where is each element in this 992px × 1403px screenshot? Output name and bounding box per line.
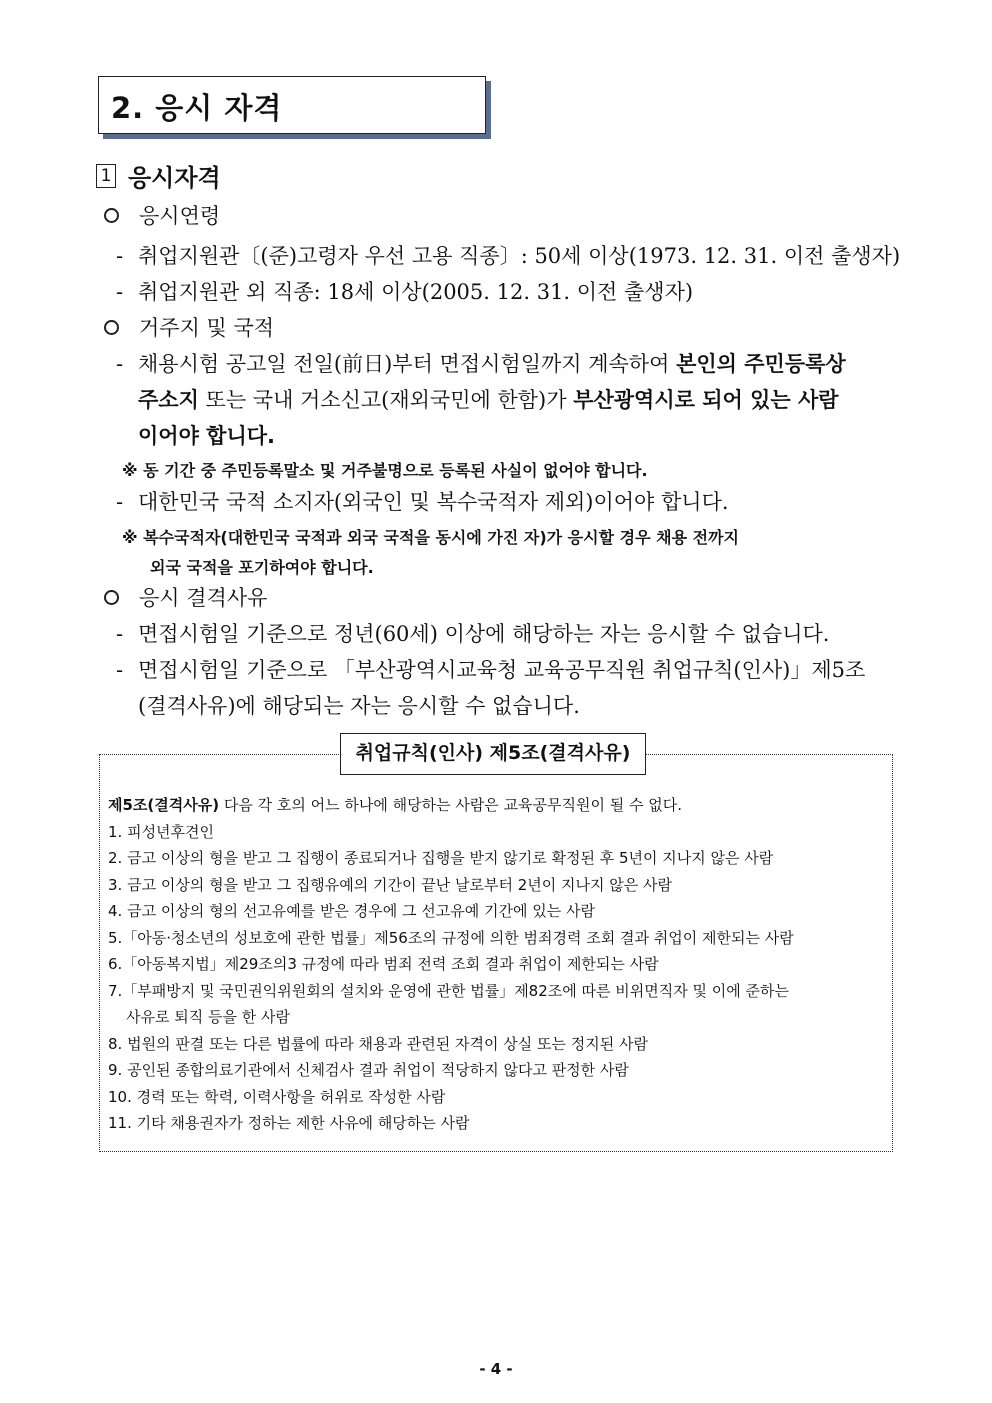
residence-line-2: - 대한민국 국적 소지자(외국인 및 복수국적자 제외)이어야 합니다.	[116, 490, 729, 514]
disqualify-title: 응시 결격사유	[139, 586, 268, 610]
residence-heading	[104, 312, 274, 342]
rule-item-cont: 사유로 퇴직 등을 한 사람	[126, 1008, 290, 1026]
rule-item: 9. 공인된 종합의료기관에서 신체검사 결과 취업이 적당하지 않다고 판정한 사람	[108, 1061, 629, 1079]
circle-bullet-icon	[104, 320, 119, 335]
age-title: 응시연령	[139, 204, 221, 228]
disqualify-line-1: - 면접시험일 기준으로 정년(60세) 이상에 해당하는 자는 응시할 수 없습니다.	[116, 622, 830, 646]
residence-text-f: 이어야 합니다.	[138, 424, 276, 448]
circle-bullet-icon	[104, 208, 119, 223]
disqualify-line-2-cont: (결격사유)에 해당되는 자는 응시할 수 없습니다.	[138, 694, 580, 718]
rule-intro-bold: 제5조(결격사유)	[108, 796, 220, 814]
residence-line-1-cont	[138, 384, 839, 414]
residence-text-c: 주소지	[138, 388, 199, 412]
rule-item: 11. 기타 채용권자가 정하는 제한 사유에 해당하는 사람	[108, 1114, 470, 1132]
rule-item: 7.「부패방지 및 국민권익위원회의 설치와 운영에 관한 법률」제82조에 따른 비위면직자 및 이에 준하는	[108, 982, 789, 1000]
rule-item: 10. 경력 또는 학력, 이력사항을 허위로 작성한 사람	[108, 1088, 446, 1106]
page-number: - 4 -	[479, 1360, 513, 1378]
rule-box-label: 취업규칙(인사) 제5조(결격사유)	[340, 733, 646, 775]
residence-text-b: 본인의 주민등록상	[676, 352, 846, 376]
section-title-box	[98, 76, 486, 134]
residence-title: 거주지 및 국적	[139, 316, 275, 340]
disqualify-heading	[104, 582, 267, 612]
age-line-1: - 취업지원관〔(준)고령자 우선 고용 직종〕: 50세 이상(1973. 12. 31. 이전 출생자)	[116, 244, 901, 268]
residence-note-1: ※ 동 기간 중 주민등록말소 및 거주불명으로 등록된 사실이 없어야 합니다.	[122, 461, 648, 480]
residence-text-e: 부산광역시로 되어 있는 사람	[573, 388, 839, 412]
residence-line-1-end	[138, 420, 275, 450]
rule-item: 3. 금고 이상의 형을 받고 그 집행유예의 기간이 끝난 날로부터 2년이 지나지 않은 사람	[108, 876, 673, 894]
rule-intro	[108, 794, 682, 815]
disqualify-line-2: - 면접시험일 기준으로 「부산광역시교육청 교육공무직원 취업규칙(인사)」제5조	[116, 658, 866, 682]
age-line-2: - 취업지원관 외 직종: 18세 이상(2005. 12. 31. 이전 출생자)	[116, 280, 694, 304]
section-number: 1	[96, 164, 116, 188]
rule-item: 6.「아동복지법」제29조의3 규정에 따라 범죄 전력 조회 결과 취업이 제한되는 사람	[108, 955, 659, 973]
residence-note-2: ※ 복수국적자(대한민국 국적과 외국 국적을 동시에 가진 자)가 응시할 경우 채용 전까지	[122, 528, 739, 547]
age-heading	[104, 200, 220, 230]
rule-item: 2. 금고 이상의 형을 받고 그 집행이 종료되거나 집행을 받지 않기로 확정된 후 5년이 지나지 않은 사람	[108, 849, 774, 867]
age-line-2-text: 취업지원관 외 직종: 18세 이상(2005. 12. 31. 이전 출생자)	[138, 280, 694, 304]
age-line-1-text: 취업지원관〔(준)고령자 우선 고용 직종〕: 50세 이상(1973. 12. 31. 이전 출생자)	[138, 244, 901, 268]
rule-item: 4. 금고 이상의 형의 선고유예를 받은 경우에 그 선고유예 기간에 있는 사람	[108, 902, 595, 920]
section-header	[96, 158, 221, 193]
residence-text-a: 채용시험 공고일 전일(前日)부터 면접시험일까지 계속하여	[138, 352, 677, 376]
disqualify-line-2-text: 면접시험일 기준으로 「부산광역시교육청 교육공무직원 취업규칙(인사)」제5조	[138, 658, 866, 682]
residence-line-2-text: 대한민국 국적 소지자(외국인 및 복수국적자 제외)이어야 합니다.	[138, 490, 729, 514]
residence-line-1: - 채용시험 공고일 전일(前日)부터 면접시험일까지 계속하여 본인의 주민등록상	[116, 352, 846, 376]
residence-text-d: 또는 국내 거소신고(재외국민에 한함)가	[198, 388, 574, 412]
page-title: 2. 응시 자격	[111, 91, 283, 125]
rule-item: 8. 법원의 판결 또는 다른 법률에 따라 채용과 관련된 자격이 상실 또는 정지된 사람	[108, 1035, 648, 1053]
disqualify-line-1-text: 면접시험일 기준으로 정년(60세) 이상에 해당하는 자는 응시할 수 없습니다.	[138, 622, 830, 646]
rule-intro-rest: 다음 각 호의 어느 하나에 해당하는 사람은 교육공무직원이 될 수 없다.	[219, 796, 683, 814]
rule-item: 5.「아동·청소년의 성보호에 관한 법률」제56조의 규정에 의한 범죄경력 조회 결과 취업이 제한되는 사람	[108, 929, 794, 947]
section-title: 응시자격	[128, 164, 221, 192]
rule-item: 1. 피성년후견인	[108, 823, 215, 841]
residence-note-2-cont: 외국 국적을 포기하여야 합니다.	[150, 558, 374, 577]
circle-bullet-icon	[104, 590, 119, 605]
